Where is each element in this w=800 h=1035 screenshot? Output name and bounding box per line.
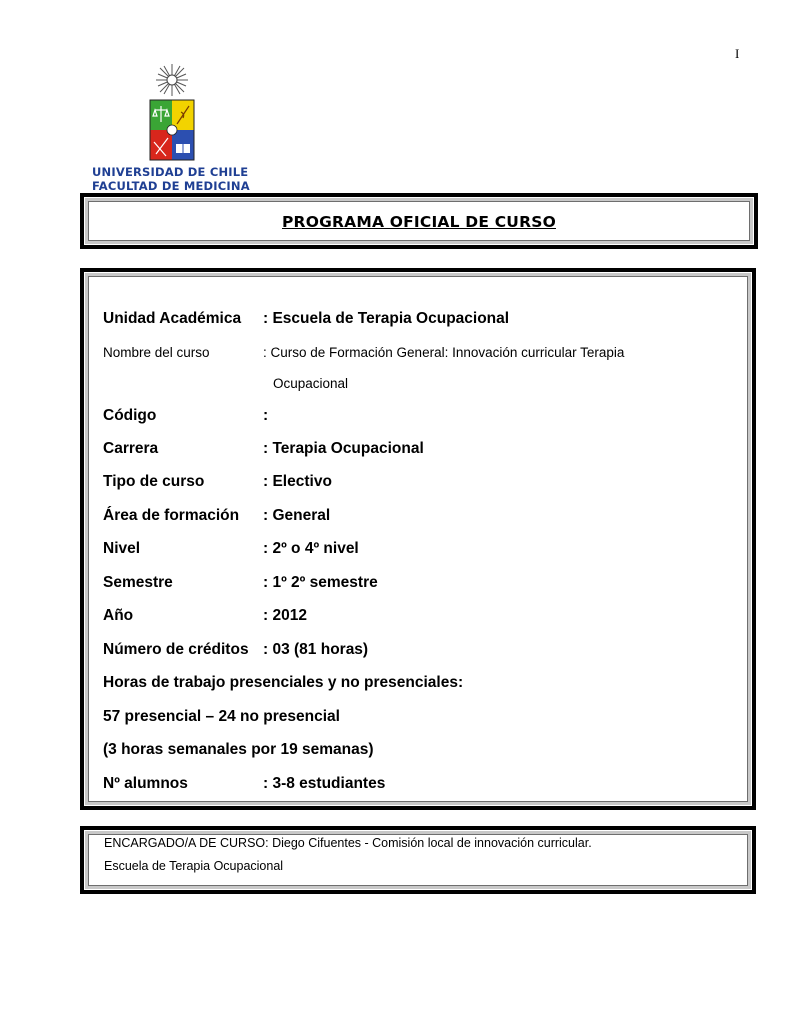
university-name: UNIVERSIDAD DE CHILE: [92, 165, 249, 179]
field-value: : 3-8 estudiantes: [263, 775, 386, 792]
field-value-continuation: Ocupacional: [273, 376, 349, 391]
faculty-name: FACULTAD DE MEDICINA: [92, 179, 250, 193]
field-label: Nombre del curso: [103, 345, 210, 360]
hours-split: 57 presencial – 24 no presencial: [103, 708, 340, 725]
university-logo: [92, 62, 262, 194]
field-label: Año: [103, 607, 134, 624]
encargado-school: Escuela de Terapia Ocupacional: [104, 859, 284, 873]
title-box: [80, 193, 758, 249]
field-value: : Electivo: [263, 473, 332, 490]
field-label: Área de formación: [103, 507, 240, 524]
page-number: I: [735, 46, 740, 61]
field-value: : Escuela de Terapia Ocupacional: [263, 310, 510, 327]
field-label: Tipo de curso: [103, 473, 205, 490]
field-value: : Curso de Formación General: Innovación curricular Terapia: [263, 345, 625, 360]
hours-weekly: (3 horas semanales por 19 semanas): [103, 741, 374, 758]
course-info-box: [80, 268, 756, 810]
field-value: : Terapia Ocupacional: [263, 440, 424, 457]
university-crest-icon: [148, 62, 196, 164]
field-label: Unidad Académica: [103, 310, 242, 327]
field-value: : 2º o 4º nivel: [263, 540, 359, 557]
field-label: Nivel: [103, 540, 141, 557]
field-value: : General: [263, 507, 331, 524]
field-label: Nº alumnos: [103, 775, 188, 792]
encargado-box: [80, 826, 756, 894]
field-value: :: [263, 407, 269, 424]
field-label: Carrera: [103, 440, 159, 457]
hours-heading: Horas de trabajo presenciales y no presenciales:: [103, 674, 464, 691]
field-value: : 1º 2º semestre: [263, 574, 378, 591]
field-label: Semestre: [103, 574, 173, 591]
field-label: Código: [103, 407, 157, 424]
field-value: : 2012: [263, 607, 307, 624]
field-label: Número de créditos: [103, 641, 249, 658]
encargado-line: ENCARGADO/A DE CURSO: Diego Cifuentes - Comisión local de innovación curricular.: [104, 836, 592, 850]
field-value: : 03 (81 horas): [263, 641, 369, 658]
page-title: PROGRAMA OFICIAL DE CURSO: [282, 213, 556, 231]
